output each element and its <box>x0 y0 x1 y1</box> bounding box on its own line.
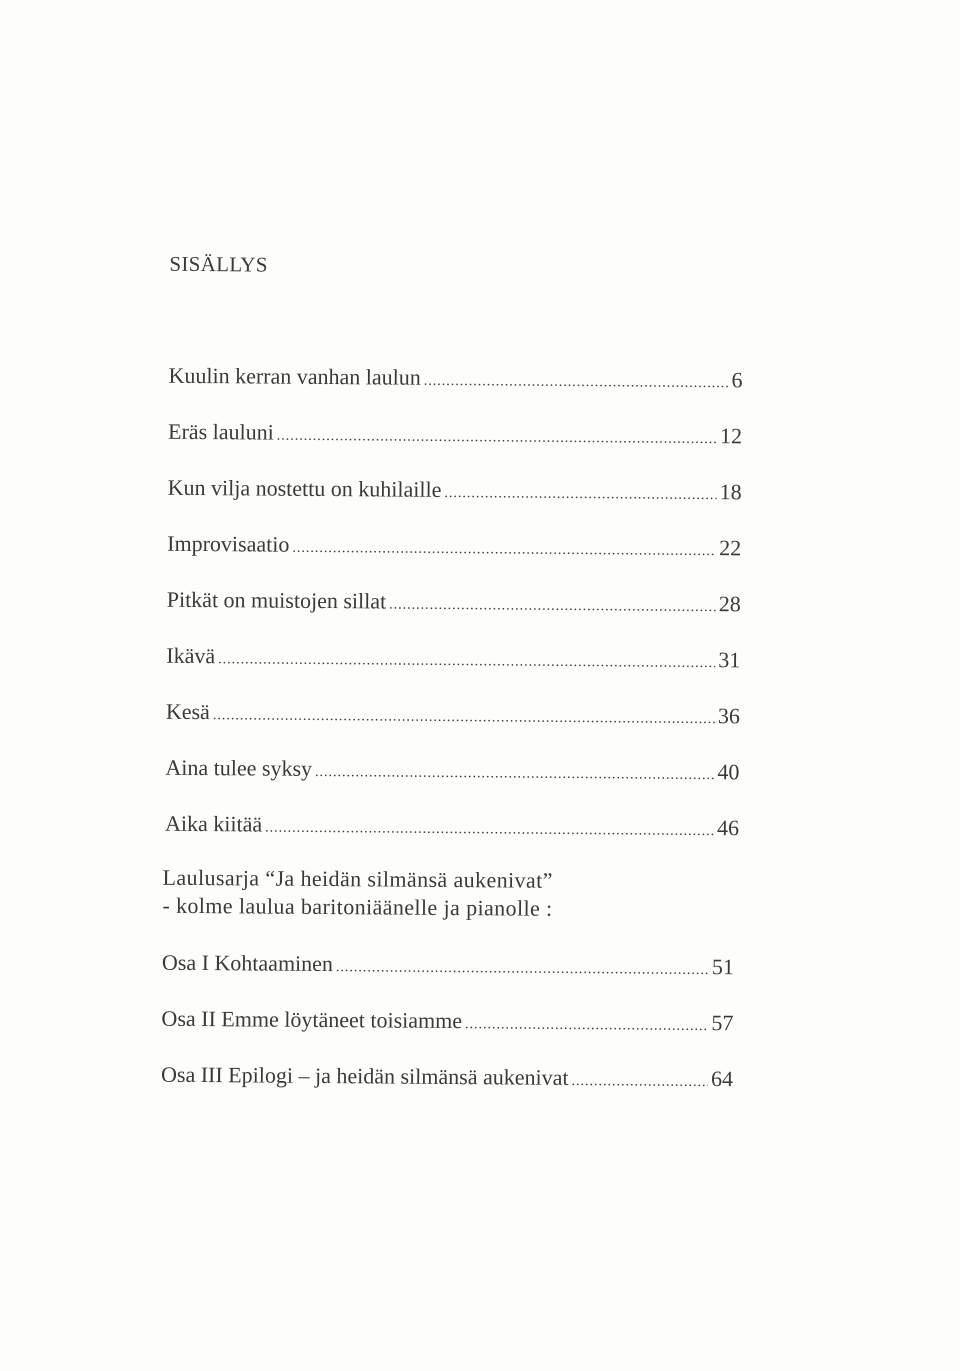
entry-page: 28 <box>718 591 741 617</box>
part-page: 51 <box>711 954 735 980</box>
suite-title: Laulusarja “Ja heidän silmänsä aukenivat” <box>162 864 553 893</box>
entry-page: 31 <box>718 647 741 673</box>
part-page: 64 <box>710 1066 734 1092</box>
dot-leader <box>444 486 716 504</box>
dot-leader <box>336 960 709 979</box>
dot-leader <box>277 429 717 448</box>
part-page: 57 <box>711 1010 734 1036</box>
toc-entry <box>165 755 739 790</box>
toc-entry <box>166 699 740 734</box>
entry-label: Improvisaatio <box>167 530 290 557</box>
entry-label: Aika kiitää <box>164 810 263 837</box>
entry-page: 6 <box>731 367 743 393</box>
toc-entry <box>165 811 739 846</box>
dot-leader <box>389 598 716 617</box>
dot-leader <box>292 541 716 560</box>
toc-part <box>161 1062 733 1096</box>
entry-page: 22 <box>719 535 742 561</box>
toc-title: SISÄLLYS <box>169 251 268 277</box>
toc-part <box>162 950 734 984</box>
entry-label: Kun vilja nostettu on kuhilaille <box>167 474 442 502</box>
toc-entry <box>168 363 742 398</box>
toc-entry <box>168 475 742 510</box>
dot-leader <box>218 652 715 672</box>
dot-leader <box>424 374 729 392</box>
entry-label: Kesä <box>165 698 210 725</box>
toc-entry <box>166 643 740 678</box>
entry-label: Ikävä <box>166 642 216 669</box>
entry-label: Aina tulee syksy <box>165 754 313 781</box>
entry-label: Pitkät on muistojen sillat <box>166 586 387 614</box>
part-label: Osa I Kohtaaminen <box>161 949 334 977</box>
entry-page: 18 <box>719 479 742 505</box>
toc-entry <box>168 419 742 454</box>
entry-page: 40 <box>717 759 740 785</box>
dot-leader <box>465 1017 709 1035</box>
dot-leader <box>571 1074 708 1091</box>
dot-leader <box>213 708 715 728</box>
part-label: Osa II Emme löytäneet toisiamme <box>161 1005 463 1034</box>
toc-entry <box>167 531 741 566</box>
toc-entry <box>167 587 741 622</box>
entry-page: 12 <box>719 423 743 449</box>
entry-label: Eräs lauluni <box>168 418 274 445</box>
dot-leader <box>315 765 714 784</box>
part-label: Osa III Epilogi – ja heidän silmänsä aukenivat <box>160 1061 569 1090</box>
entry-page: 36 <box>717 703 740 729</box>
toc-part <box>161 1006 733 1040</box>
suite-subtitle: - kolme laulua baritoniäänelle ja pianolle : <box>162 892 553 921</box>
entry-label: Kuulin kerran vanhan laulun <box>168 362 421 390</box>
entry-page: 46 <box>716 815 740 841</box>
dot-leader <box>265 821 714 841</box>
